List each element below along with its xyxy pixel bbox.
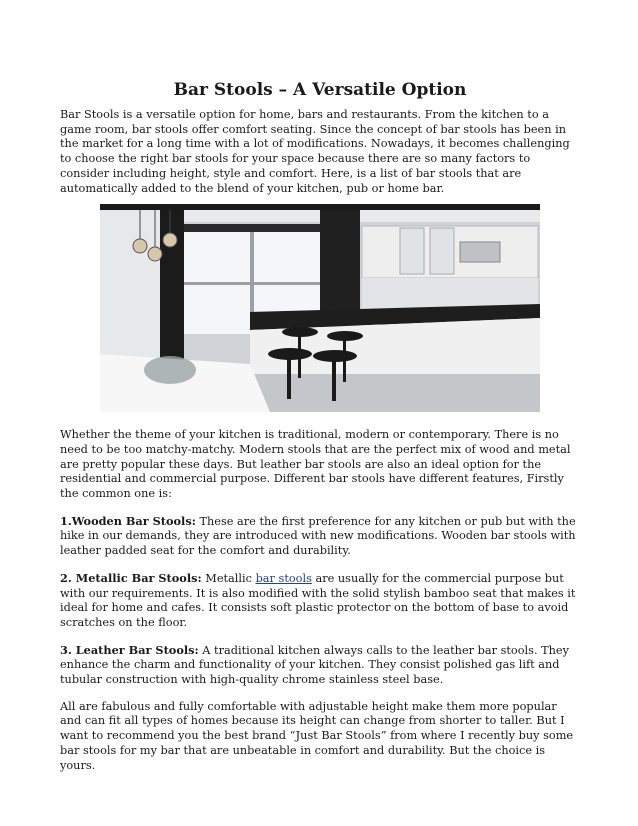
- intro-paragraph: Bar Stools is a versatile option for home, bars and restaurants. From the kitchen to a game room, bar stools offer comfort seating. Since the concept of bar stools has been in the market for a long time with a lot of modifications. Nowadays, it becomes challenging to choose the right bar stools for your space because there are so many factors to consider including height, style and comfort. Here, is a list of bar stools that are automatically added to the blend of your kitchen, pub or home bar.: [60, 108, 570, 195]
- wooden-text: These are the first preference for any kitchen or pub but with the hike in our demands, they are introduced with new modifications. Wooden bar stools with leather padded seat for the comfort and durability.: [60, 514, 576, 558]
- leather-heading: 3. Leather Bar Stools:: [60, 642, 199, 657]
- page-title: Bar Stools – A Versatile Option: [173, 80, 467, 100]
- closing-paragraph: All are fabulous and fully comfortable with adjustable height make them more popular and can fit all types of homes because its height can change from shorter to taller. But I want to recommend you the best brand “Just Bar Stools” from where I recently buy some bar stools for my bar that are unbeatable in comfort and durability. But the choice is yours.: [60, 699, 574, 772]
- metallic-paragraph: [60, 571, 580, 631]
- metallic-text: are usually for the commercial purpose but with our requirements. It is also modified with the solid stylish bamboo seat that makes it ideal for home and cafes. It consists soft plastic protector on the bottom of base to avoid scratches on the floor.: [60, 571, 576, 629]
- leather-paragraph: [60, 643, 580, 688]
- bar-stools-link[interactable]: bar stools: [255, 571, 312, 585]
- metallic-pre: Metallic: [201, 571, 256, 585]
- kitchen-photo: [100, 204, 540, 412]
- theme-paragraph: Whether the theme of your kitchen is traditional, modern or contemporary. There is no need to be too matchy-matchy. Modern stools that are the perfect mix of wood and metal are pretty popular these days. But leather bar stools are also an ideal option for the residential and commercial purpose. Different bar stools have different features, Firstly the common one is:: [60, 428, 571, 501]
- wooden-heading: 1.Wooden Bar Stools:: [60, 513, 196, 528]
- leather-text: A traditional kitchen always calls to the leather bar stools. They enhance the charm and functionality of your kitchen. They consist polished gas lift and tubular construction with high-quality chrome stainless steel base.: [60, 643, 570, 687]
- document-page: [60, 80, 580, 773]
- wooden-paragraph: [60, 514, 580, 559]
- metallic-heading: 2. Metallic Bar Stools:: [60, 570, 202, 585]
